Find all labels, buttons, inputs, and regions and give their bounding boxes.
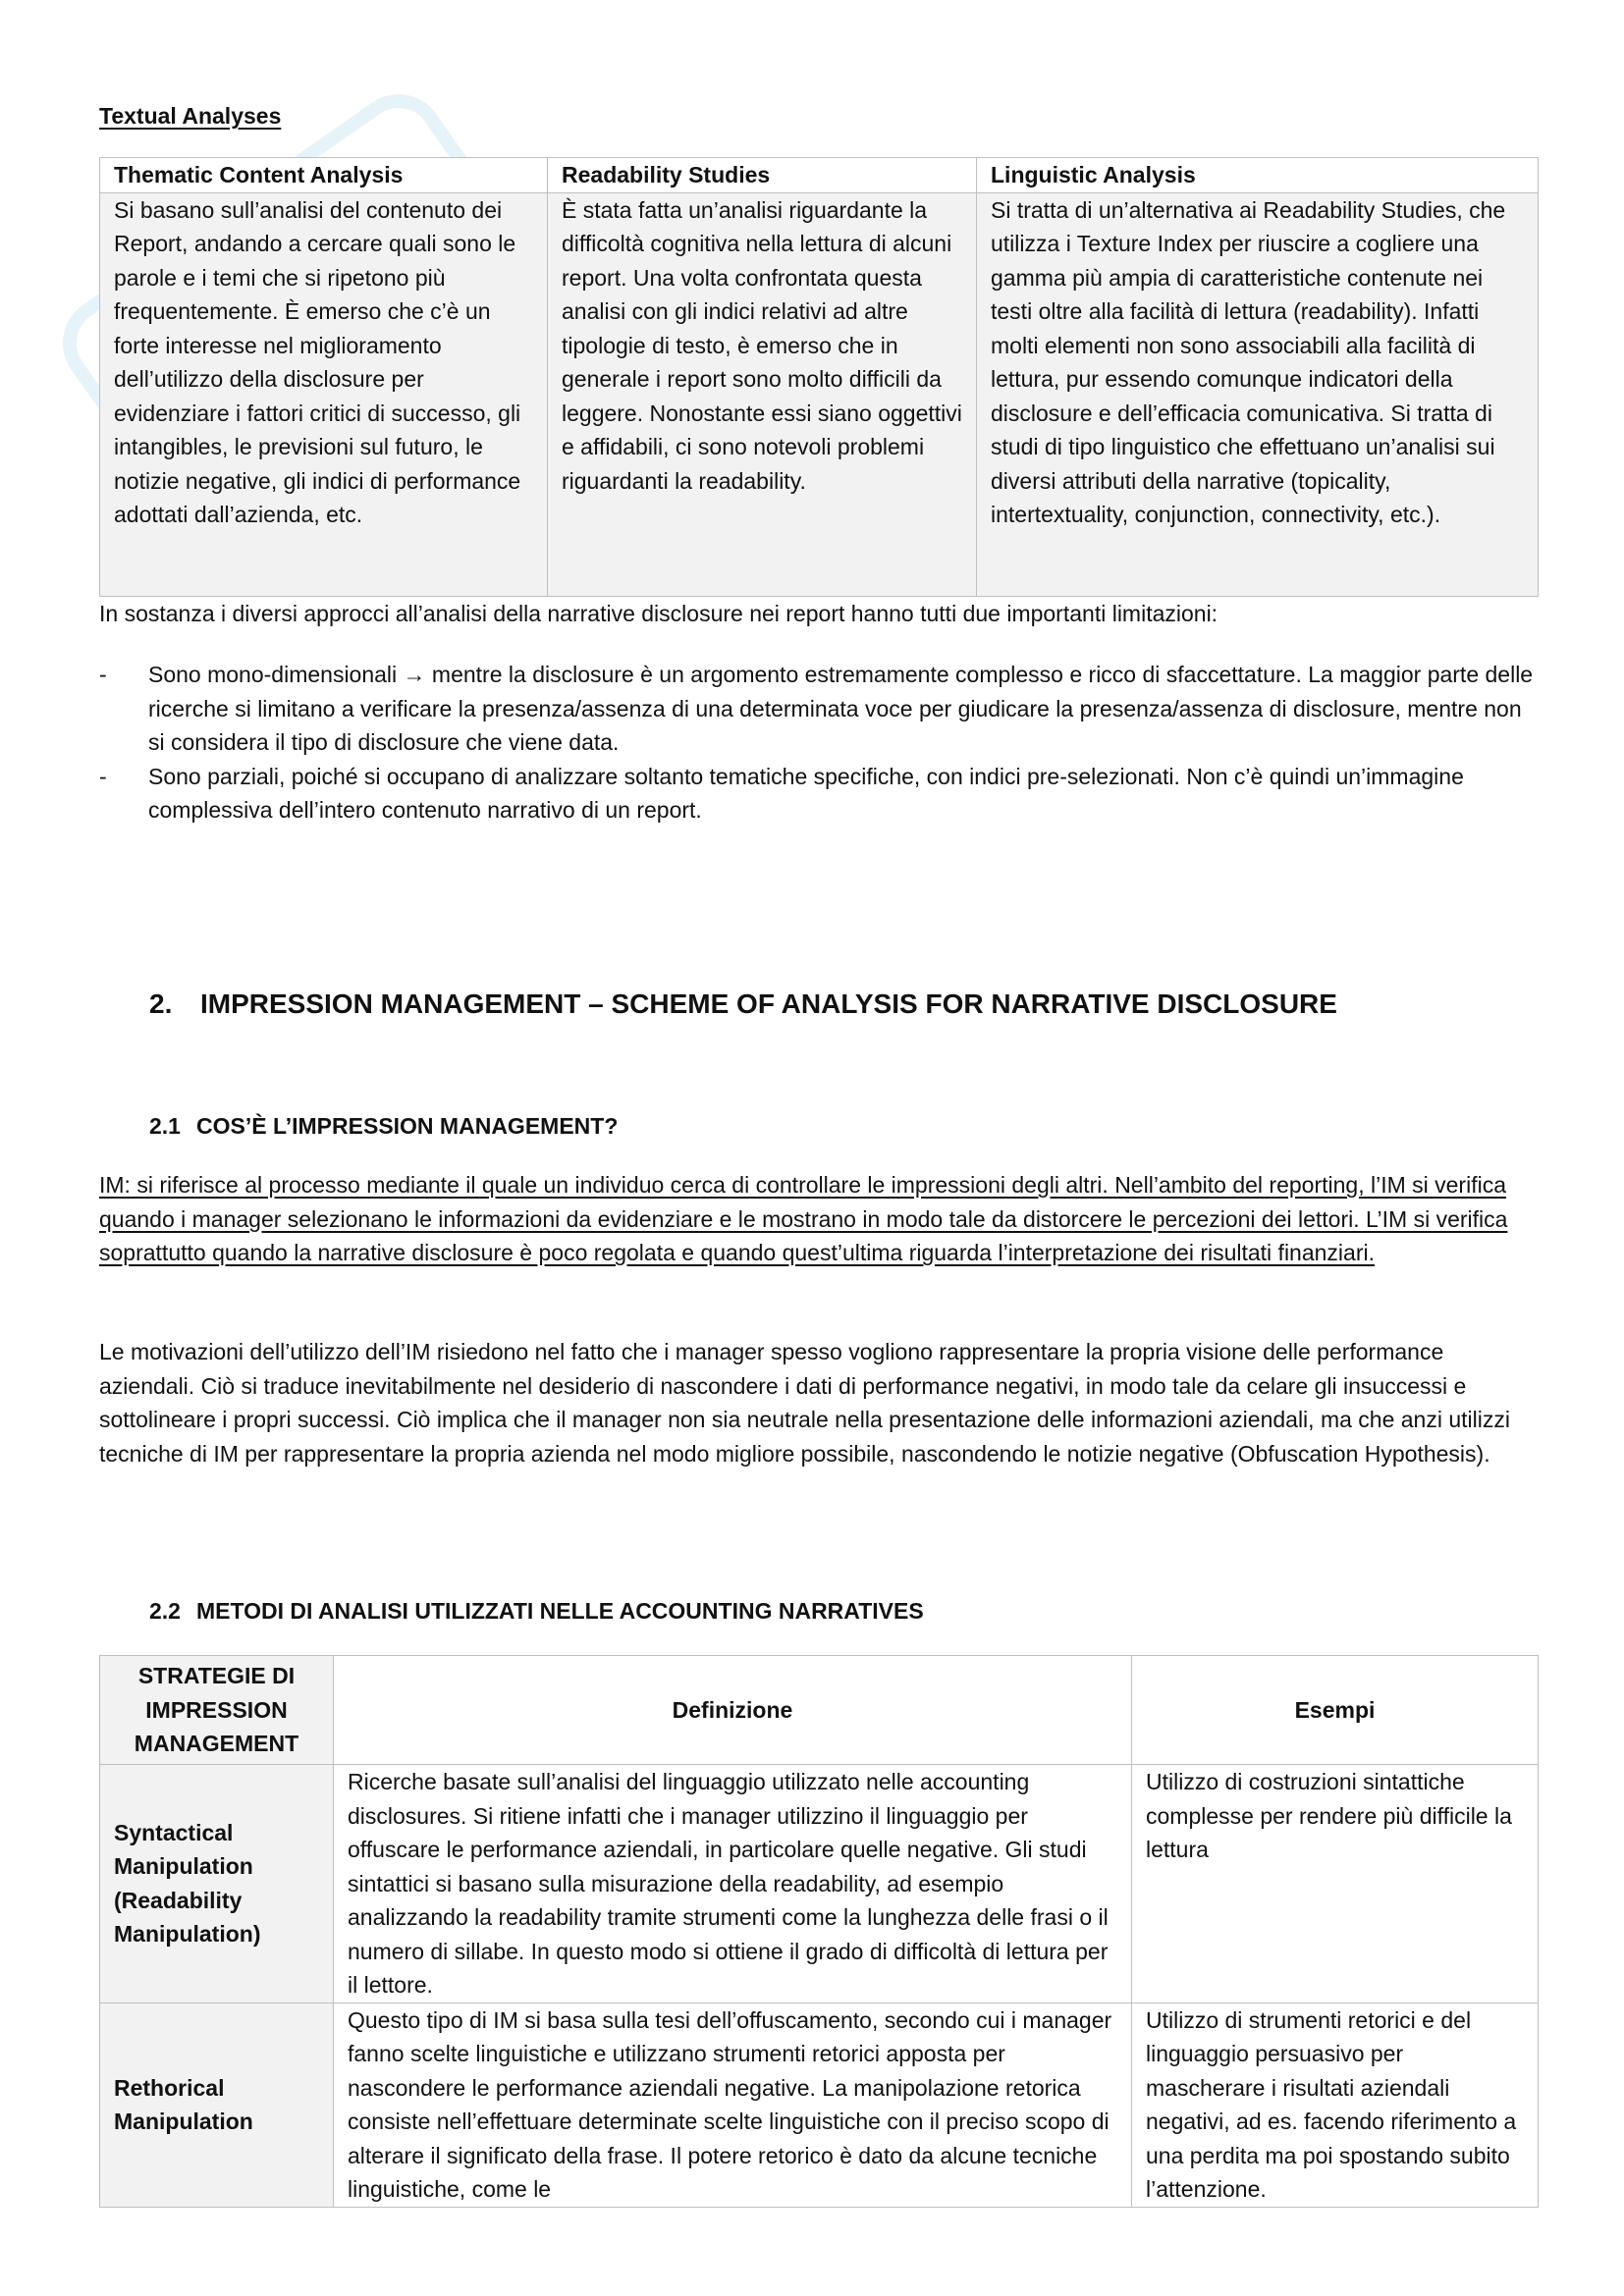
list-item (99, 658, 1538, 760)
table-row (100, 1765, 1539, 2003)
table1-header-linguistic: Linguistic Analysis (977, 158, 1539, 193)
table2-header-definition: Definizione (334, 1656, 1132, 1765)
subsection-title: COS’È L’IMPRESSION MANAGEMENT? (196, 1113, 619, 1139)
subsection-2-1-heading (149, 1109, 618, 1143)
table1-header-readability: Readability Studies (548, 158, 977, 193)
textual-analyses-heading: Textual Analyses (99, 103, 282, 129)
table1-header-thematic: Thematic Content Analysis (100, 158, 548, 193)
limitations-list (99, 658, 1538, 828)
strategy-name: Syntactical Manipulation (Readability Manipulation) (100, 1765, 334, 2003)
table2-header-strategies: STRATEGIE DI IMPRESSION MANAGEMENT (100, 1656, 334, 1765)
table-row (100, 2002, 1539, 2207)
im-motivations-paragraph: Le motivazioni dell’utilizzo dell’IM risiedono nel fatto che i manager spesso vogliono rappresentare la propria visione delle performance aziendali. Ciò si traduce inevitabilmente nel desiderio di nascondere i dati di performance negativi, in modo tale da celare gli insuccessi e sottolineare i propri successi. Ciò implica che il manager non sia neutrale nella presentazione delle informazioni aziendali, ma che anzi utilizzi tecniche di IM per rappresentare la propria azienda nel modo migliore possibile, nascondendo le notizie negative (Obfuscation Hypothesis). (99, 1339, 1510, 1467)
subsection-title: METODI DI ANALISI UTILIZZATI NELLE ACCOUNTING NARRATIVES (196, 1598, 924, 1624)
section-number: 2. (149, 988, 173, 1019)
table1-cell-readability: È stata fatta un’analisi riguardante la difficoltà cognitiva nella lettura di alcuni report. Una volta confrontata questa analisi con gli indici relativi ad altre tipologie di testo, è emerso che in generale i report sono molto difficili da leggere. Nonostante essi siano oggettivi e affidabili, ci sono notevoli problemi riguardanti la readability. (548, 192, 977, 596)
subsection-number: 2.1 (149, 1113, 181, 1139)
im-definition-paragraph: IM: si riferisce al processo mediante il quale un individuo cerca di controllare le impressioni degli altri. Nell’ambito del reporting, l’IM si verifica quando i manager selezionano le informazioni da evidenziare e le mostrano in modo tale da distorcere le percezioni dei lettori. L’IM si verifica soprattutto quando la narrative disclosure è poco regolata e quando quest’ultima riguarda l’interpretazione dei risultati finanziari. (99, 1172, 1508, 1265)
strategy-example: Utilizzo di costruzioni sintattiche complesse per rendere più difficile la lettura (1132, 1765, 1539, 2003)
bullet-marker: - (99, 662, 107, 687)
section-2-heading (149, 987, 1337, 1022)
summary-text: In sostanza i diversi approcci all’analisi della narrative disclosure nei report hanno tutti due importanti limitazioni: (99, 601, 1218, 626)
textual-analyses-table (99, 157, 1539, 597)
table2-header-examples: Esempi (1132, 1656, 1539, 1765)
im-strategies-table (99, 1655, 1539, 2208)
strategy-example: Utilizzo di strumenti retorici e del linguaggio persuasivo per mascherare i risultati aziendali negativi, ad es. facendo riferimento a una perdita ma poi spostando subito l’attenzione. (1132, 2002, 1539, 2207)
section-title: IMPRESSION MANAGEMENT – SCHEME OF ANALYSIS FOR NARRATIVE DISCLOSURE (200, 988, 1337, 1019)
list-item-text: Sono parziali, poiché si occupano di analizzare soltanto tematiche specifiche, con indici pre-selezionati. Non c’è quindi un’immagine complessiva dell’intero contenuto narrativo di un report. (148, 763, 1464, 823)
strategy-definition: Questo tipo di IM si basa sulla tesi dell’offuscamento, secondo cui i manager fanno scelte linguistiche e utilizzano strumenti retorici apposta per nascondere le performance aziendali negative. La manipolazione retorica consiste nell’effettuare determinate scelte linguistiche con il preciso scopo di alterare il significato della frase. Il potere retorico è dato da alcune tecniche linguistiche, come le (334, 2002, 1132, 2207)
table1-cell-linguistic: Si tratta di un’alternativa ai Readability Studies, che utilizza i Texture Index per riuscire a cogliere una gamma più ampia di caratteristiche contenute nei testi oltre alla facilità di lettura (readability). Infatti molti elementi non sono associabili alla facilità di lettura, pur essendo comunque indicatori della disclosure e dell’efficacia comunicativa. Si tratta di studi di tipo linguistico che effettuano un’analisi sui diversi attributi della narrative (topicality, intertextuality, conjunction, connectivity, etc.). (977, 192, 1539, 596)
bullet-marker: - (99, 763, 107, 789)
subsection-2-2-heading (149, 1594, 924, 1628)
list-item-text: Sono mono-dimensionali → mentre la disclosure è un argomento estremamente complesso e ricco di sfaccettature. La maggior parte delle ricerche si limitano a verificare la presenza/assenza di una determinata voce per giudicare la presenza/assenza di disclosure, mentre non si considera il tipo di disclosure che viene data. (148, 662, 1534, 755)
list-item (99, 760, 1538, 828)
strategy-definition: Ricerche basate sull’analisi del linguaggio utilizzato nelle accounting disclosures. Si ritiene infatti che i manager utilizzino il linguaggio per offuscare le performance aziendali, in particolare quelle negative. Gli studi sintattici si basano sulla misurazione della readability, ad esempio analizzando la readability tramite strumenti come la lunghezza delle frasi o il numero di sillabe. In questo modo si ottiene il grado di difficoltà di lettura per il lettore. (334, 1765, 1132, 2003)
table1-cell-thematic: Si basano sull’analisi del contenuto dei Report, andando a cercare quali sono le parole e i temi che si ripetono più frequentemente. È emerso che c’è un forte interesse nel miglioramento dell’utilizzo della disclosure per evidenziare i fattori critici di successo, gli intangibles, le previsioni sul futuro, le notizie negative, gli indici di performance adottati dall’azienda, etc. (100, 192, 548, 596)
subsection-number: 2.2 (149, 1598, 181, 1624)
strategy-name: Rethorical Manipulation (100, 2002, 334, 2207)
